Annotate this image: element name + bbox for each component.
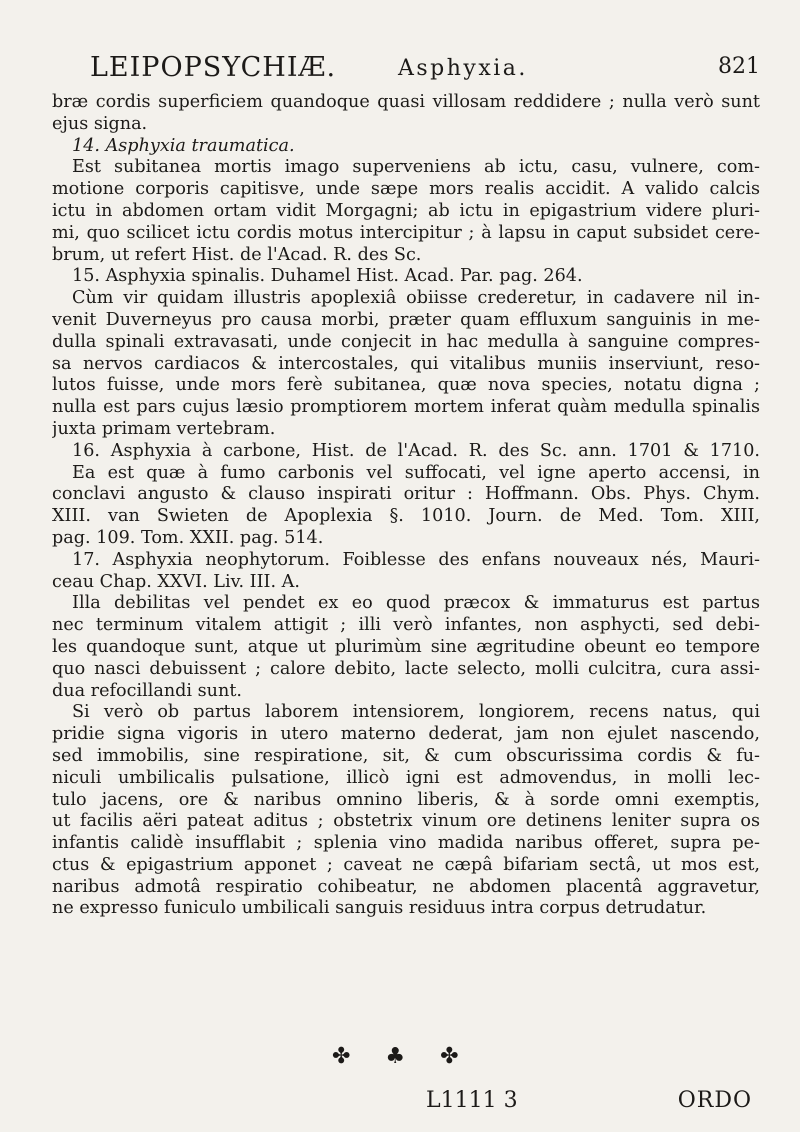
page-number: 821 (718, 54, 760, 79)
text-line: 16. Asphyxia à carbone, Hist. de l'Acad. R. des Sc. ann. 1701 & 1710. (72, 440, 760, 461)
text-line: Illa debilitas vel pendet ex eo quod præcox & immaturus est partus (72, 593, 760, 614)
text-line: juxta primam vertebram. (52, 418, 276, 439)
text-line: sa nervos cardiacos & intercostales, qui vitalibus muniis inserviunt, reso- (52, 353, 760, 374)
text-line: ut facilis aëri pateat aditus ; obstetrix vinum ore detinens leniter supra os (52, 811, 760, 832)
text-line: lutos fuisse, unde mors ferè subitanea, quæ nova species, notatu digna ; (52, 375, 760, 396)
text-line: sed immobilis, sine respiratione, sit, & cum obscurissima cordis & fu- (52, 745, 760, 766)
text-line: mi, quo scilicet ictu cordis motus intercipitur ; à lapsu in caput subsidet cere- (52, 222, 760, 243)
text-line: dua refocillandi sunt. (52, 680, 242, 701)
text-line: Si verò ob partus laborem intensiorem, longiorem, recens natus, qui (72, 702, 760, 723)
text-line: nulla est pars cujus læsio promptiorem mortem inferat quàm medulla spinalis (52, 397, 760, 418)
catchword: ORDO (677, 1088, 752, 1113)
text-line: ctus & epigastrium apponet ; caveat ne cæpâ bifariam sectâ, ut mos est, (52, 854, 760, 875)
text-line: ne expresso funiculo umbilicali sanguis residuus intra corpus detrudatur. (52, 898, 707, 919)
text-line: bræ cordis superficiem quandoque quasi villosam reddidere ; nulla verò sunt (52, 92, 760, 112)
text-line: ejus signa. (52, 113, 148, 134)
text-line: XIII. van Swieten de Apoplexia §. 1010. Journ. de Med. Tom. XIII, (52, 506, 760, 527)
text-line: brum, ut refert Hist. de l'Acad. R. des Sc. (52, 244, 422, 265)
text-line: niculi umbilicalis pulsatione, illicò igni est admovendus, in molli lec- (52, 767, 760, 788)
text-line: les quandoque sunt, atque ut plurimùm sine ægritudine obeunt eo tempore (52, 636, 760, 657)
text-line: ceau Chap. XXVI. Liv. III. A. (52, 571, 300, 592)
text-line: nec terminum vitalem attigit ; illi verò infantes, non asphycti, sed debi- (52, 615, 760, 636)
page-footer (52, 1088, 760, 1118)
text-line: tulo jacens, ore & naribus omnino liberis, & à sorde omni exemptis, (52, 789, 760, 810)
text-line: Est subitanea mortis imago superveniens ab ictu, casu, vulnere, com- (72, 157, 760, 178)
text-line: conclavi angusto & clauso inspirati oritur : Hoffmann. Obs. Phys. Chym. (52, 484, 760, 505)
text-line: pridie signa vigoris in utero materno dederat, jam non ejulet nascendo, (52, 724, 760, 745)
body-text (52, 92, 760, 920)
text-line: Ea est quæ à fumo carbonis vel suffocati, vel igne aperto accensi, in (72, 462, 760, 483)
text-line: 14. Asphyxia traumatica. (72, 135, 295, 156)
text-line: 17. Asphyxia neophytorum. Foiblesse des enfans nouveaux nés, Mauri- (72, 549, 760, 570)
text-line: dulla spinali extravasati, unde conjecit in hac medulla à sanguine compres- (52, 331, 760, 352)
text-line: quo nasci debuissent ; calore debito, lacte selecto, molli culcitra, cura assi- (52, 658, 760, 679)
running-title: LEIPOPSYCHIÆ. (90, 52, 337, 83)
text-line: pag. 109. Tom. XXII. pag. 514. (52, 527, 324, 548)
text-line: 15. Asphyxia spinalis. Duhamel Hist. Acad. Par. pag. 264. (72, 266, 583, 287)
text-line: Cùm vir quidam illustris apoplexiâ obiisse crederetur, in cadavere nil in- (72, 288, 760, 309)
text-line: infantis calidè insufflabit ; splenia vino madida naribus offeret, supra pe- (52, 833, 760, 854)
section-title: Asphyxia. (398, 56, 528, 81)
book-page (52, 0, 760, 1132)
signature-mark: L1111 3 (426, 1088, 518, 1113)
running-header (52, 52, 760, 92)
text-line: ictu in abdomen ortam vidit Morgagni; ab ictu in epigastrium videre pluri- (52, 200, 760, 221)
text-line: motione corporis capitisve, unde sæpe mors realis accidit. A valido calcis (52, 179, 760, 200)
text-line: naribus admotâ respiratio cohibeatur, ne abdomen placentâ aggravetur, (52, 876, 760, 897)
tailpiece-ornament: ✤ ♣ ✤ (332, 1044, 473, 1069)
text-line: venit Duverneyus pro causa morbi, præter quam effluxum sanguinis in me- (52, 309, 760, 330)
